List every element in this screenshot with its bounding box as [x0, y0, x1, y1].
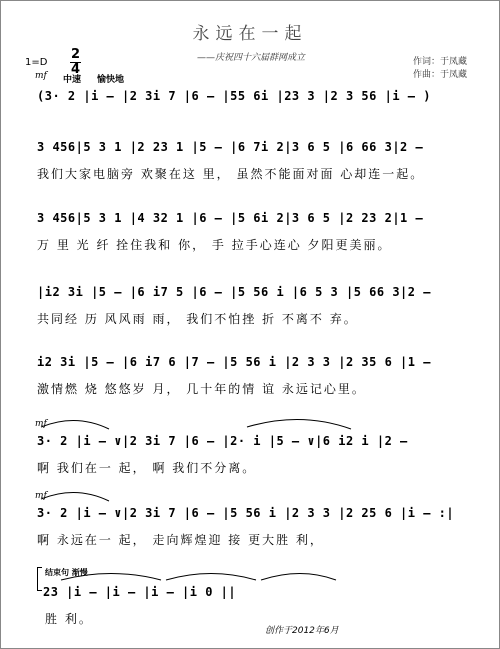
- system-3-notes: 3 456|5 3 1 |4 32 1 |6 – |5 6i 2|3 6 5 |2 23 2|1 –: [37, 211, 424, 225]
- system-5-lyric: 激情燃 烧 悠悠岁 月， 几十年的情 谊 永远记心里。: [37, 382, 366, 396]
- system-4-notes: |i2 3i |5 – |6 i7 5 |6 – |5 56 i |6 5 3 |5 66 3|2 –: [37, 285, 431, 299]
- system-8-lyric: 胜 利。: [45, 612, 93, 626]
- system-7-notes: 3· 2 |i – ∨|2 3i 7 |6 – |5 56 i |2 3 3 |2 25 6 |i – :|: [37, 506, 455, 520]
- system-2-lyric: 我们大家电脑旁 欢聚在这 里， 虽然不能面对面 心却连一起。: [37, 167, 425, 181]
- dynamic-marking: mf: [35, 71, 47, 81]
- system-7-lyric: 啊 永远在一 起， 走向辉煌迎 接 更大胜 利，: [37, 533, 324, 547]
- slur-marks: [1, 1, 499, 648]
- lyricist-credit: 作词：于凤藏: [413, 57, 468, 67]
- ending-label: 结束句 渐慢: [45, 568, 88, 577]
- system-2-notes: 3 456|5 3 1 |2 23 1 |5 – |6 7i 2|3 6 5 |6 66 3|2 –: [37, 140, 424, 154]
- system-1-notes: (3· 2 |i – |2 3i 7 |6 – |55 6i |23 3 |2 3 56 |i – ): [37, 89, 431, 103]
- system-3-lyric: 万 里 光 纤 拴住我和 你， 手 拉手心连心 夕阳更美丽。: [37, 238, 392, 252]
- song-title: 永远在一起: [192, 24, 308, 44]
- system-4-lyric: 共同经 历 风风雨 雨， 我们不怕挫 折 不离不 弃。: [37, 312, 358, 326]
- system-6-notes: 3· 2 |i – ∨|2 3i 7 |6 – |2· i |5 – ∨|6 i2 i |2 –: [37, 434, 408, 448]
- meter-numerator: 2: [71, 47, 81, 62]
- tempo-marking: 中速: [63, 75, 82, 85]
- key-signature: 1=D: [25, 57, 48, 68]
- meter-denominator: 4: [71, 62, 81, 77]
- system-6-dynamic: mf: [35, 419, 47, 429]
- song-subtitle: ——庆祝四十六届群网成立: [197, 53, 306, 63]
- expression-marking: 愉快地: [97, 75, 125, 85]
- system-5-notes: i2 3i |5 – |6 i7 6 |7 – |5 56 i |2 3 3 |2 35 6 |1 –: [37, 355, 431, 369]
- system-6-lyric: 啊 我们在一 起， 啊 我们不分离。: [37, 461, 257, 475]
- system-8-notes: 23 |i – |i – |i – |i 0 ||: [43, 585, 237, 599]
- composition-date: 创作于2012年6月: [265, 626, 339, 636]
- system-7-dynamic: mf: [35, 491, 47, 501]
- composer-credit: 作曲：于凤藏: [413, 70, 468, 80]
